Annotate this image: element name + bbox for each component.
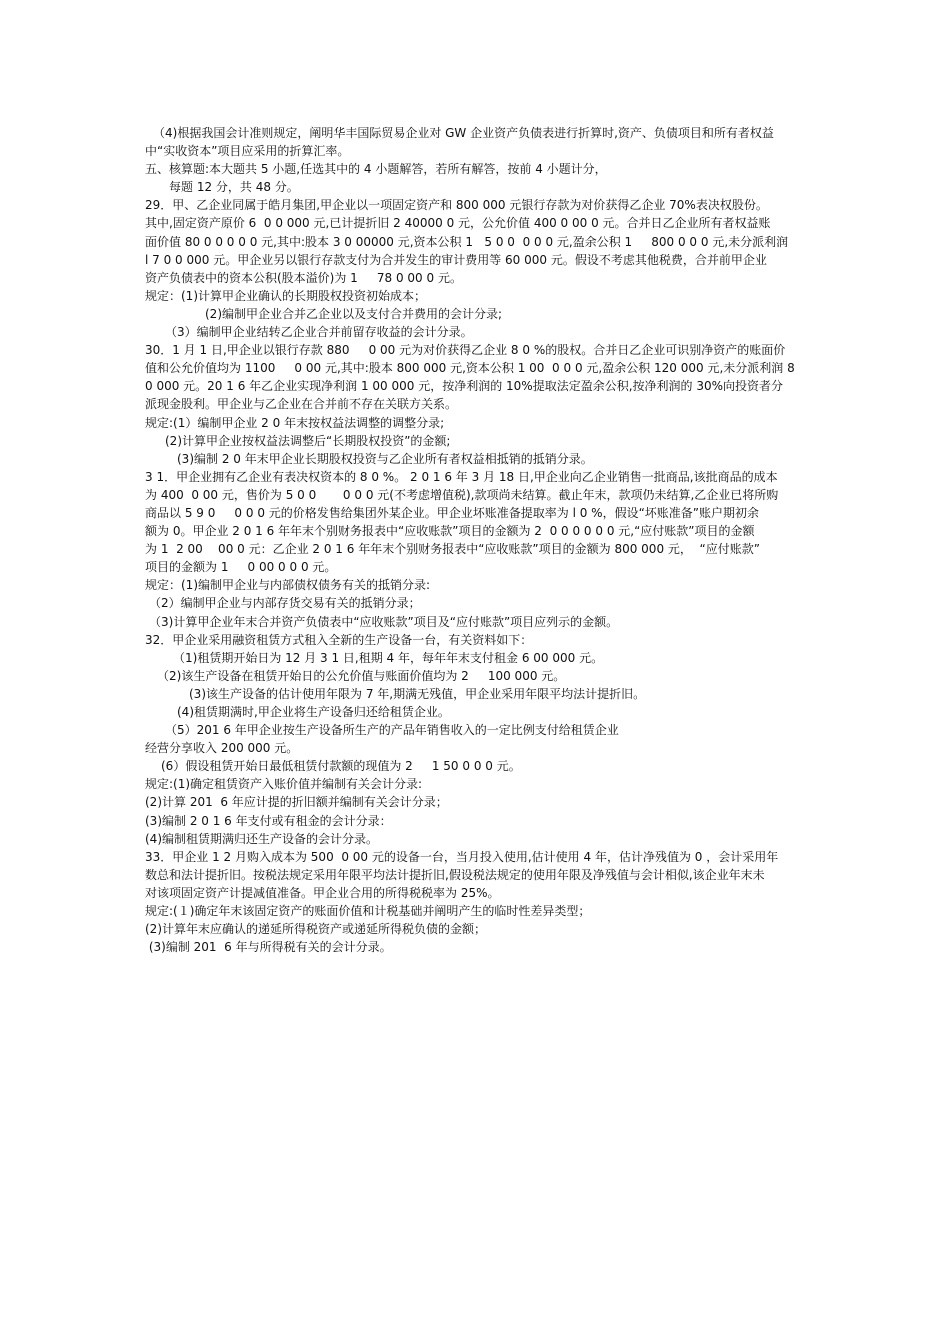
text-line: （1)租赁期开始日为 12 月 3 1 日,租期 4 年，每年年末支付租金 6 00 000 元。 bbox=[173, 650, 604, 665]
text-line: (6）假设租赁开始日最低租赁付款额的现值为 2 1 50 0 0 0 元。 bbox=[161, 759, 521, 774]
text-line: 值和公允价值均为 1100 0 00 元,其中:股本 800 000 元,资本公积 1 00 0 0 0 元,盈余公积 120 000 元,未分派利润 8 bbox=[145, 361, 795, 376]
requirement-line: （3)计算甲企业年末合并资产负债表中“应收账款”项目及“应付账款”项目应列示的金额。 bbox=[149, 614, 619, 629]
text-line: 中“实收资本”项目应采用的折算汇率。 bbox=[145, 144, 350, 159]
requirement-line: 规定:(1)确定租赁资产入账价值并编制有关会计分录: bbox=[145, 777, 423, 792]
requirement-line: (4)编制租赁期满归还生产设备的会计分录。 bbox=[145, 831, 378, 846]
requirement-line: (3)编制 2 0 1 6 年支付或有租金的会计分录： bbox=[145, 813, 392, 828]
text-line: 项目的金额为 1 0 00 0 0 0 元。 bbox=[145, 560, 337, 575]
text-line: （5）201 6 年甲企业按生产设备所生产的产品年销售收入的一定比例支付给租赁企业 bbox=[165, 723, 619, 738]
text-line: 其中,固定资产原价 6 0 0 000 元,已计提折旧 2 40000 0 元，公允价值 400 0 00 0 元。合并日乙企业所有者权益账 bbox=[145, 216, 771, 231]
section-heading: 五、核算题:本大题共 5 小题,任选其中的 4 小题解答，若所有解答，按前 4 小题计分， bbox=[145, 162, 607, 177]
requirement-line: (2)计算年末应确认的递延所得税资产或递延所得税负债的金额； bbox=[145, 922, 487, 937]
question-32: 32．甲企业采用融资租赁方式租入全新的生产设备一台，有关资料如下： bbox=[145, 632, 533, 647]
text-line: 额为 0。甲企业 2 0 1 6 年年末个别财务报表中“应收账款”项目的金额为 2 0 0 0 0 0 0 元,“应付账款”项目的金额 bbox=[145, 524, 755, 539]
requirement-line: （3）编制甲企业结转乙企业合并前留存收益的会计分录。 bbox=[165, 325, 473, 340]
question-33: 33．甲企业 1 2 月购入成本为 500 0 00 元的设备一台，当月投入使用,估计使用 4 年，估计净残值为 0 ，会计采用年 bbox=[145, 849, 779, 864]
requirement-line: 规定：(1)编制甲企业与内部债权债务有关的抵销分录: bbox=[145, 578, 431, 593]
text-line: 对该项固定资产计提减值准备。甲企业合用的所得税税率为 25%。 bbox=[145, 885, 500, 900]
text-line: (4)租赁期满时,甲企业将生产设备归还给租赁企业。 bbox=[177, 705, 450, 719]
text-line: 经营分享收入 200 000 元。 bbox=[145, 741, 299, 756]
text-line: 为 400 0 00 元，售价为 5 0 0 0 0 0 元(不考虑增值税),款项尚未结算。截止年末，款项仍未结算,乙企业已将所购 bbox=[145, 487, 779, 502]
requirement-line: （2）编制甲企业与内部存货交易有关的抵销分录； bbox=[149, 596, 421, 611]
text-line: l 7 0 0 000 元。甲企业另以银行存款支付为合并发生的审计费用等 60 000 元。假设不考虑其他税费，合并前甲企业 bbox=[145, 252, 767, 267]
text-line: 为 1 2 00 00 0 元：乙企业 2 0 1 6 年年末个别财务报表中“应收账款”项目的金额为 800 000 元， “应付账款” bbox=[145, 542, 760, 557]
text-line: 资产负债表中的资本公积(股本溢价)为 1 78 0 00 0 元。 bbox=[145, 270, 462, 285]
requirement-line: (2)编制甲企业合并乙企业以及支付合并费用的会计分录; bbox=[205, 306, 503, 321]
document-body bbox=[145, 124, 815, 956]
text-line: 商品以 5 9 0 0 0 0 元的价格发售给集团外某企业。甲企业坏账准备提取率为 l 0 %，假设“坏账准备”账户期初余 bbox=[145, 505, 760, 520]
text-line: 面价值 80 0 0 0 0 0 元,其中:股本 3 0 00000 元,资本公积 1 5 0 0 0 0 0 元,盈余公积 1 800 0 0 0 元,未分派利润 bbox=[145, 234, 789, 249]
requirement-line: (3)编制 201 6 年与所得税有关的会计分录。 bbox=[145, 940, 392, 955]
requirement-line: (2)计算甲企业按权益法调整后“长期股权投资”的金额; bbox=[165, 433, 451, 448]
text-line: 数总和法计提折旧。按税法规定采用年限平均法计提折旧,假设税法规定的使用年限及净残值与会计相似,该企业年末未 bbox=[145, 867, 765, 882]
text-line: (3)该生产设备的估计使用年限为 7 年,期满无残值，甲企业采用年限平均法计提折旧。 bbox=[189, 686, 646, 701]
question-31: 3 1．甲企业拥有乙企业有表决权资本的 8 0 %。 2 0 1 6 年 3 月 18 日,甲企业向乙企业销售一批商品,该批商品的成本 bbox=[145, 469, 778, 484]
text-line: （4)根据我国会计准则规定，阐明华丰国际贸易企业对 GW 企业资产负债表进行折算时,资产、负债项目和所有者权益 bbox=[153, 126, 774, 140]
requirement-line: 规定：(1)计算甲企业确认的长期股权投资初始成本； bbox=[145, 288, 427, 303]
text-line: 每题 12 分，共 48 分。 bbox=[169, 180, 299, 195]
requirement-line: (2)计算 201 6 年应计提的折旧额并编制有关会计分录； bbox=[145, 795, 448, 810]
text-line: 0 000 元。20 1 6 年乙企业实现净利润 1 00 000 元，按净利润的 10%提取法定盈余公积,按净利润的 30%向投资者分 bbox=[145, 379, 784, 394]
question-29: 29．甲、乙企业同属于皓月集团,甲企业以一项固定资产和 800 000 元银行存款为对价获得乙企业 70%表决权股份。 bbox=[145, 198, 768, 213]
requirement-line: 规定:(１)确定年末该固定资产的账面价值和计税基础并阐明产生的临时性差异类型； bbox=[145, 904, 591, 919]
requirement-line: (3)编制 2 0 年末甲企业长期股权投资与乙企业所有者权益相抵销的抵销分录。 bbox=[177, 451, 593, 466]
text-line: （2)该生产设备在租赁开始日的公允价值与账面价值均为 2 100 000 元。 bbox=[157, 668, 566, 683]
text-line: 派现金股利。甲企业与乙企业在合并前不存在关联方关系。 bbox=[145, 397, 458, 412]
requirement-line: 规定:(1）编制甲企业 2 0 年末按权益法调整的调整分录; bbox=[145, 415, 445, 430]
question-30: 30．1 月 1 日,甲企业以银行存款 880 0 00 元为对价获得乙企业 8 0 %的股权。合并日乙企业可识别净资产的账面价 bbox=[145, 343, 786, 358]
